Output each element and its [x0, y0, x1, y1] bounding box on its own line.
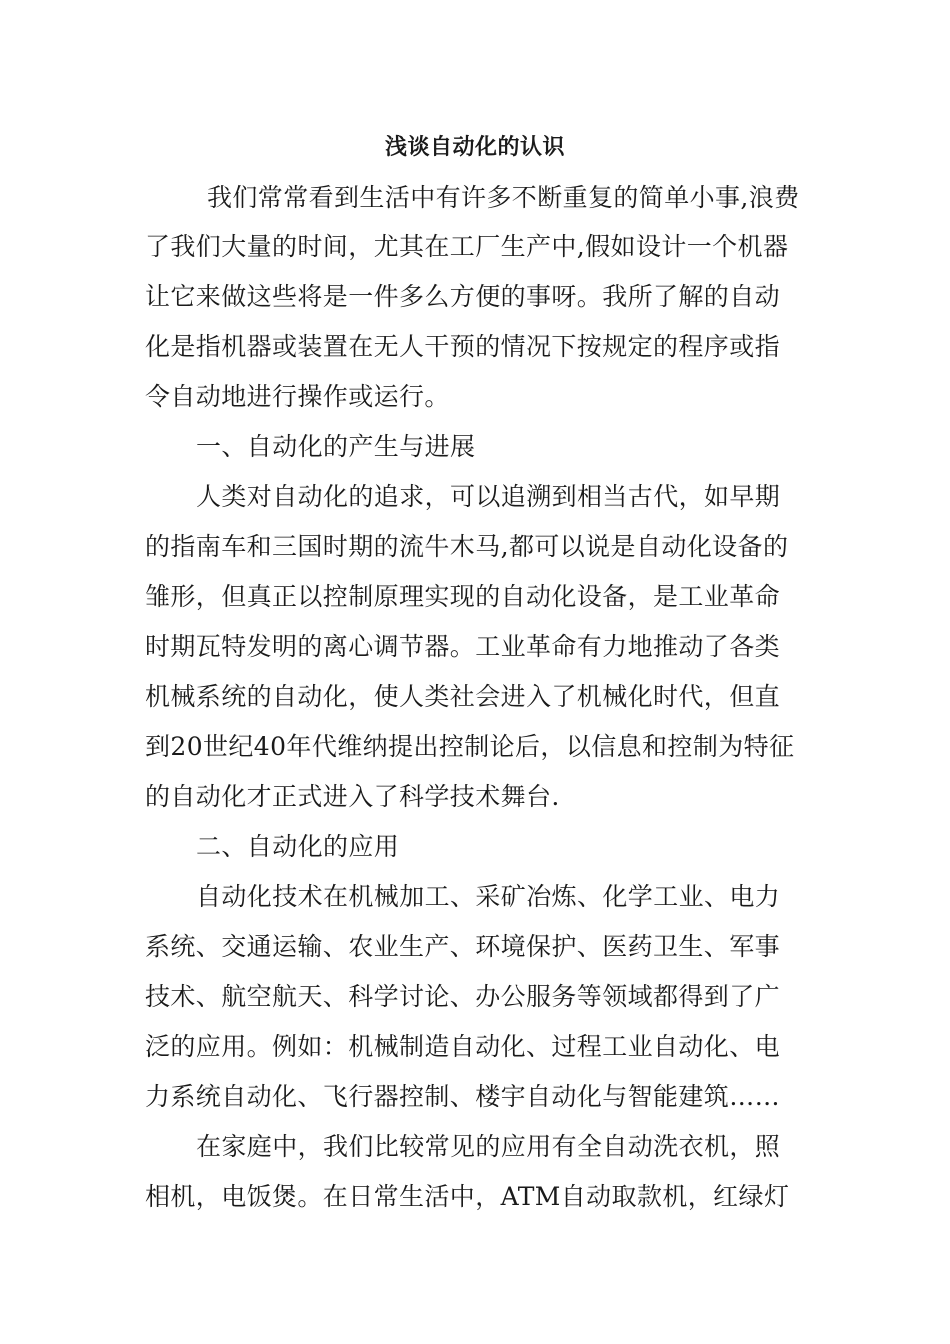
paragraph-line: 在家庭中，我们比较常见的应用有全自动洗衣机，照: [196, 1132, 781, 1161]
paragraph-line: 雏形，但真正以控制原理实现的自动化设备，是工业革命: [145, 582, 781, 611]
paragraph-line: 机械系统的自动化，使人类社会进入了机械化时代，但直: [145, 682, 781, 711]
paragraph-line: 自动化技术在机械加工、采矿冶炼、化学工业、电力: [196, 882, 781, 911]
paragraph-line: 了我们大量的时间，尤其在工厂生产中,假如设计一个机器: [145, 232, 789, 261]
paragraph-line: 到20世纪40年代维纳提出控制论后，以信息和控制为特征: [145, 732, 795, 761]
paragraph-line: 的指南车和三国时期的流牛木马,都可以说是自动化设备的: [145, 532, 789, 561]
paragraph-line: 技术、航空航天、科学讨论、办公服务等领域都得到了广: [145, 982, 781, 1011]
paragraph-line: 化是指机器或装置在无人干预的情况下按规定的程序或指: [145, 332, 781, 361]
section-heading: 二、自动化的应用: [196, 832, 400, 861]
paragraph-line: 时期瓦特发明的离心调节器。工业革命有力地推动了各类: [145, 632, 781, 661]
paragraph-line: 令自动地进行操作或运行。: [145, 382, 450, 411]
document-title: 浅谈自动化的认识: [384, 134, 565, 160]
paragraph-line: 让它来做这些将是一件多么方便的事呀。我所了解的自动: [145, 282, 781, 311]
paragraph-line: 系统、交通运输、农业生产、环境保护、医药卫生、军事: [145, 932, 781, 961]
paragraph-line: 泛的应用。例如：机械制造自动化、过程工业自动化、电: [145, 1032, 781, 1061]
section-heading: 一、自动化的产生与进展: [196, 432, 476, 461]
paragraph-line: 相机，电饭煲。在日常生活中，ATM自动取款机，红绿灯: [145, 1182, 790, 1211]
paragraph-line: 的自动化才正式进入了科学技术舞台.: [145, 782, 560, 811]
paragraph-line: 人类对自动化的追求，可以追溯到相当古代，如早期: [196, 482, 781, 511]
paragraph-line: 力系统自动化、飞行器控制、楼宇自动化与智能建筑……: [145, 1082, 781, 1111]
paragraph-line: 我们常常看到生活中有许多不断重复的简单小事,浪费: [207, 183, 800, 212]
